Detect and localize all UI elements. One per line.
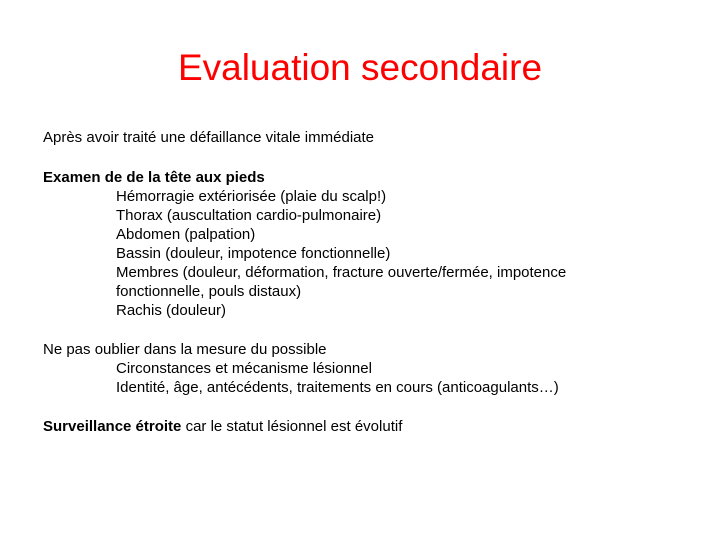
monitoring-emphasis: Surveillance étroite <box>43 418 182 435</box>
slide-title: Evaluation secondaire <box>177 47 543 88</box>
remember-item-circumstances: Circonstances et mécanisme lésionnel <box>116 360 372 377</box>
monitoring-line <box>43 417 683 436</box>
slide-body <box>43 128 683 436</box>
monitoring-rest: car le statut lésionnel est évolutif <box>181 418 403 435</box>
exam-item-spine: Rachis (douleur) <box>116 302 227 319</box>
exam-item-limbs: Membres (douleur, déformation, fracture ouverte/fermée, impotence fonctionnelle, pouls distaux) <box>116 264 567 300</box>
exam-item-thorax: Thorax (auscultation cardio-pulmonaire) <box>116 207 382 224</box>
intro-line: Après avoir traité une défaillance vitale immédiate <box>43 129 375 146</box>
exam-item-hemorrhage: Hémorragie extériorisée (plaie du scalp!) <box>116 188 387 205</box>
remember-heading: Ne pas oublier dans la mesure du possible <box>43 341 327 358</box>
exam-section <box>43 168 683 320</box>
remember-item-identity: Identité, âge, antécédents, traitements en cours (anticoagulants…) <box>116 379 559 396</box>
remember-section <box>43 340 683 397</box>
exam-item-abdomen: Abdomen (palpation) <box>116 226 256 243</box>
exam-heading: Examen de de la tête aux pieds <box>43 169 265 186</box>
exam-item-pelvis: Bassin (douleur, impotence fonctionnelle) <box>116 245 391 262</box>
